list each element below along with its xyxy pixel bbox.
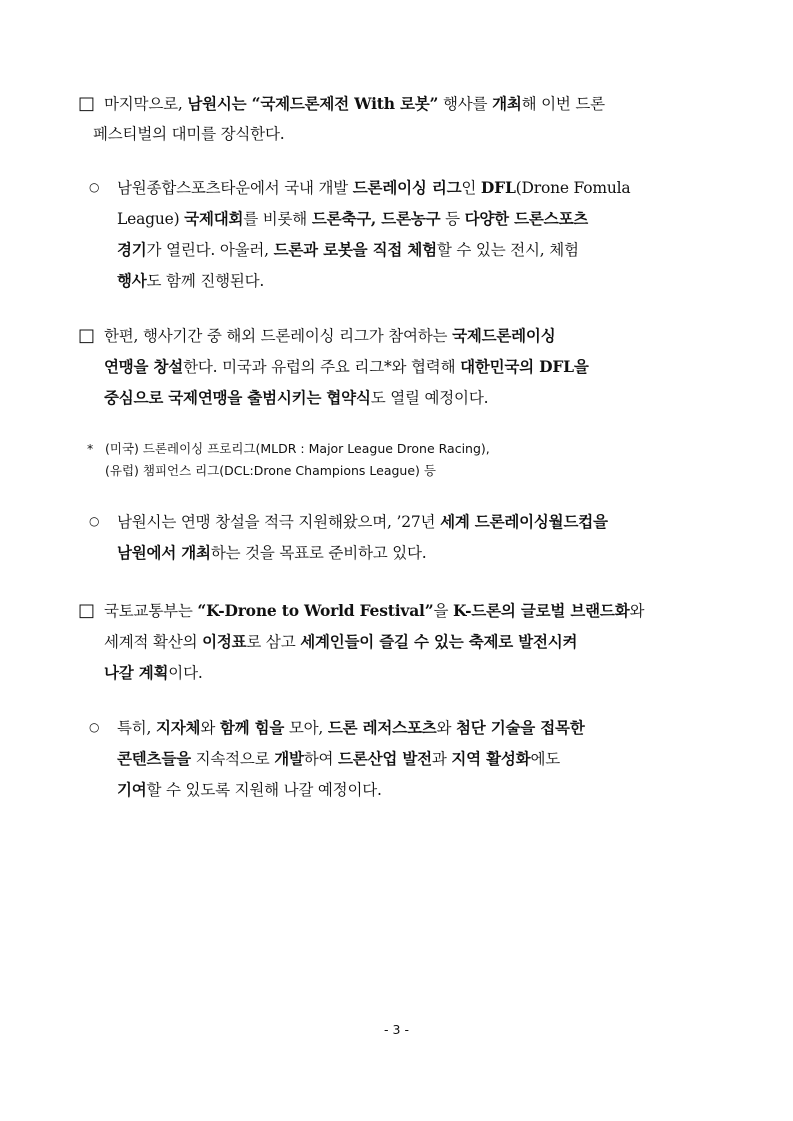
- text-run: 한편, 행사기간 중 해외 드론레이싱 리그가 참여하는: [104, 327, 453, 345]
- bold-text: 드론 레저스포츠: [327, 718, 437, 737]
- paragraph: [0, 88, 605, 150]
- paragraph: [0, 712, 585, 805]
- checkbox-square-bullet: □: [78, 93, 95, 114]
- text-run: (미국) 드론레이싱 프로리그(MLDR : Major League Drone Racing),: [105, 441, 490, 456]
- text-line: [89, 506, 608, 537]
- circle-bullet: ○: [89, 180, 100, 194]
- line-text: [117, 774, 382, 806]
- line-text: [105, 438, 490, 460]
- text-run: 특히,: [117, 719, 157, 737]
- bold-text: 함께 힘을: [219, 718, 285, 737]
- bold-text: 중심으로 국제연맹을 출범시키는 협약식: [104, 388, 371, 407]
- line-text: [117, 743, 560, 775]
- bold-text: 드론레이싱 리그: [352, 178, 462, 197]
- text-line: [78, 88, 605, 119]
- text-line: [78, 320, 589, 351]
- bold-text: 개최: [492, 94, 522, 113]
- line-text: [104, 626, 577, 658]
- bold-text: 남원시는 “국제드론제전 With 로봇”: [187, 94, 439, 113]
- line-text: [104, 351, 589, 383]
- bold-text: 연맹을 창설: [104, 357, 184, 376]
- text-run: 마지막으로,: [104, 95, 188, 113]
- text-run: 등: [440, 210, 465, 228]
- text-run: 이다.: [168, 664, 203, 682]
- text-line: [117, 234, 630, 265]
- bold-text: 경기: [117, 240, 147, 259]
- text-run: 에도: [530, 750, 560, 768]
- text-run: 을: [433, 602, 453, 620]
- text-run: (유럽) 챔피언스 리그(DCL:Drone Champions League) 등: [105, 463, 436, 478]
- text-line: [117, 774, 585, 805]
- text-run: 모아,: [284, 719, 328, 737]
- bold-text: 남원에서 개최: [117, 543, 211, 562]
- bold-text: 세계인들이 즐길 수 있는 축제로 발전시켜: [300, 632, 578, 651]
- bold-text: 나갈 계획: [104, 663, 169, 682]
- text-run: 를 비롯해: [243, 210, 312, 228]
- text-run: 인: [461, 179, 481, 197]
- text-run: 하는 것을 목표로 준비하고 있다.: [210, 544, 427, 562]
- paragraph: [0, 595, 645, 688]
- footnote: [0, 438, 490, 482]
- text-run: 행사를: [438, 95, 493, 113]
- line-text: [117, 172, 630, 204]
- bold-text: 첨단 기술을 접목한: [456, 718, 585, 737]
- bold-text: 다양한 드론스포츠: [464, 209, 589, 228]
- text-run: 할 수 있도록 지원해 나갈 예정이다.: [146, 781, 382, 799]
- paragraph: [0, 172, 631, 296]
- text-run: 남원종합스포츠타운에서 국내 개발: [117, 179, 353, 197]
- line-text: [105, 460, 436, 482]
- line-text: [117, 265, 264, 297]
- text-line: [117, 537, 608, 568]
- bold-text: 드론산업 발전: [338, 749, 432, 768]
- bold-text: 국제드론레이싱: [452, 326, 556, 345]
- line-text: [117, 712, 585, 744]
- line-text: [93, 119, 284, 150]
- text-line: [87, 438, 490, 460]
- text-run: 와: [629, 602, 645, 620]
- text-run: 세계적 확산의: [104, 633, 203, 651]
- line-text: [104, 382, 488, 414]
- text-line: [89, 172, 631, 203]
- text-line: [117, 265, 630, 296]
- bold-text: K-드론의 글로벌 브랜드화: [452, 601, 630, 620]
- text-run: 과: [431, 750, 452, 768]
- bold-text: “K-Drone to World Festival”: [197, 601, 434, 620]
- line-text: [117, 506, 608, 538]
- checkbox-square-bullet: □: [78, 325, 95, 346]
- text-run: 해 이번 드론: [521, 95, 605, 113]
- circle-bullet: ○: [89, 720, 100, 734]
- text-run: 하여: [303, 750, 339, 768]
- text-run: 도 열릴 예정이다.: [370, 389, 489, 407]
- text-run: 남원시는 연맹 창설을 적극 지원해왔으며, ’27년: [117, 513, 441, 531]
- text-run: 로 삼고: [246, 633, 301, 651]
- text-line: [104, 351, 589, 382]
- bold-text: 개발: [274, 749, 304, 768]
- line-text: [117, 537, 427, 569]
- bold-text: 지역 활성화: [451, 749, 531, 768]
- line-text: [104, 657, 203, 689]
- circle-bullet: ○: [89, 514, 100, 528]
- bold-text: 콘텐츠들을: [117, 749, 191, 768]
- text-run: 와: [436, 719, 457, 737]
- text-line: [117, 743, 585, 774]
- text-line: [78, 595, 645, 626]
- bold-text: 국제대회: [184, 209, 244, 228]
- bold-text: 드론축구, 드론농구: [311, 209, 441, 228]
- bold-text: 지자체: [156, 718, 201, 737]
- text-line: [104, 382, 589, 413]
- text-run: League): [117, 210, 185, 228]
- text-line: [117, 203, 630, 234]
- paragraph: [0, 320, 589, 413]
- checkbox-square-bullet: □: [78, 600, 95, 621]
- bold-text: 행사: [117, 271, 147, 290]
- line-text: [104, 595, 644, 627]
- page-number: - 3 -: [384, 1022, 409, 1037]
- text-run: 국토교통부는: [104, 602, 198, 620]
- text-run: 한다. 미국과 유럽의 주요 리그*와 협력해: [183, 358, 461, 376]
- line-text: [104, 88, 605, 120]
- text-run: 페스티벌의 대미를 장식한다.: [93, 125, 285, 143]
- text-line: [104, 626, 644, 657]
- text-run: 할 수 있는 전시, 체험: [436, 241, 579, 259]
- bold-text: DFL: [480, 178, 516, 197]
- text-line: [89, 712, 585, 743]
- text-run: 가 열린다. 아울러,: [146, 241, 274, 259]
- text-run: 와: [200, 719, 220, 737]
- asterisk-bullet: *: [87, 441, 94, 456]
- line-text: [104, 320, 555, 352]
- bold-text: 세계 드론레이싱월드컵을: [440, 512, 608, 531]
- text-line: [104, 657, 644, 688]
- text-line: [105, 460, 490, 482]
- text-run: 지속적으로: [190, 750, 275, 768]
- bold-text: 드론과 로봇을 직접 체험: [273, 240, 437, 259]
- line-text: [117, 234, 579, 266]
- paragraph: [0, 506, 608, 568]
- bold-text: 기여: [117, 780, 147, 799]
- text-run: (Drone Fomula: [515, 179, 631, 197]
- line-text: [117, 203, 588, 235]
- bold-text: 이정표: [202, 632, 247, 651]
- bold-text: 대한민국의 DFL을: [460, 357, 589, 376]
- text-run: 도 함께 진행된다.: [146, 272, 265, 290]
- text-line: [93, 119, 594, 150]
